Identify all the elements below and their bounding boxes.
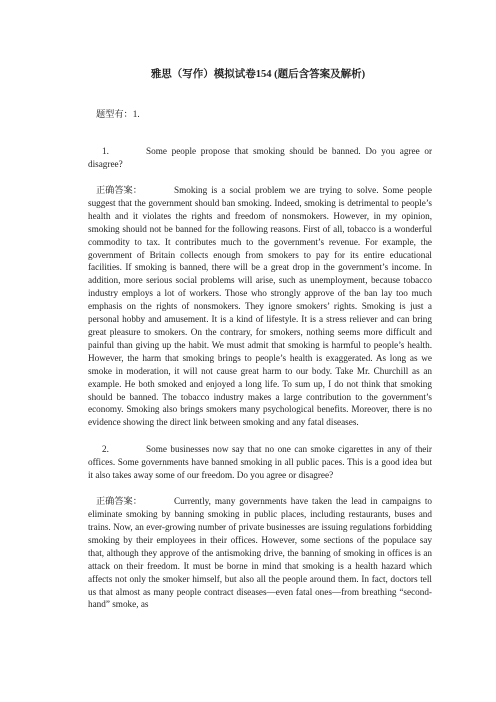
question-number-1: 1.	[102, 146, 109, 156]
answer-label-2: 正确答案：	[96, 496, 142, 507]
document-title: 雅思（写作）模拟试卷154 (题后含答案及解析)	[150, 69, 366, 80]
question-block-1	[88, 145, 432, 429]
answer-text-2: Currently, many governments have taken the lead in campaigns to eliminate smoking by banning smoking in public places, including restaurants, buses and trains. Now, an ever-growing number of private businesses are issuing regulations forbidding smoking by their employees in their offices. However, some sections of the populace say that, although they approve of the antismoking drive, the banning of smoking in offices is an attack on their freedom. It must be borne in mind that smoking is a health hazard which affects not only the smoker himself, but also all the people around them. In fact, doctors tell us that almost as many people contract diseases—even fatal ones—from breathing “second-hand” smoke, as	[88, 496, 432, 610]
question-type-line: 题型有：1.	[96, 109, 140, 119]
question-prompt-1	[88, 145, 432, 171]
answer-paragraph-1	[88, 184, 432, 429]
question-number-2: 2.	[102, 444, 109, 455]
question-text-2: Some businesses now say that no one can smoke cigarettes in any of their offices. Some governments have banned smoking in all public paces. This is a good idea but it also takes away some of our freedom. Do you agree or disagree?	[88, 444, 432, 481]
question-block-2	[88, 443, 432, 611]
answer-text-1: Smoking is a social problem we are trying to solve. Some people suggest that the government should ban smoking. Indeed, smoking is detrimental to people’s health and it violates the rights and freedom of nonsmokers. However, in my opinion, smoking should not be banned for the following reasons. First of all, tobacco is a wonderful commodity to tax. It contributes much to the government’s revenue. For example, the government of Britain collects enough from smokers to pay for its entire educational facilities. If smoking is banned, there will be a great drop in the government’s income. In addition, more serious social problems will arise, such as unemployment, because tobacco industry employs a lot of workers. Those who strongly approve of the ban lay too much emphasis on the rights of nonsmokers. They ignore smokers’ rights. Smoking is just a personal hobby and amusement. It is a kind of lifestyle. It is a stress reliever and can bring great pleasure to smokers. On the contrary, for smokers, nothing seems more difficult and painful than giving up the habit. We must admit that smoking is harmful to people’s health. However, the harm that smoking brings to people’s health is exaggerated. As long as we smoke in moderation, it will not cause great harm to our body. Take Mr. Churchill as an example. He both smoked and enjoyed a long life. To sum up, I do not think that smoking should be banned. The tobacco industry makes a large contribution to the government’s economy. Smoking also brings smokers many psychological benefits. Moreover, there is no evidence showing the direct link between smoking and any fatal diseases.	[88, 185, 432, 428]
question-prompt-2	[88, 443, 432, 482]
answer-label-1: 正确答案：	[96, 185, 142, 195]
answer-paragraph-2	[88, 495, 432, 611]
question-text-1: Some people propose that smoking should be banned. Do you agree or disagree?	[88, 146, 432, 169]
